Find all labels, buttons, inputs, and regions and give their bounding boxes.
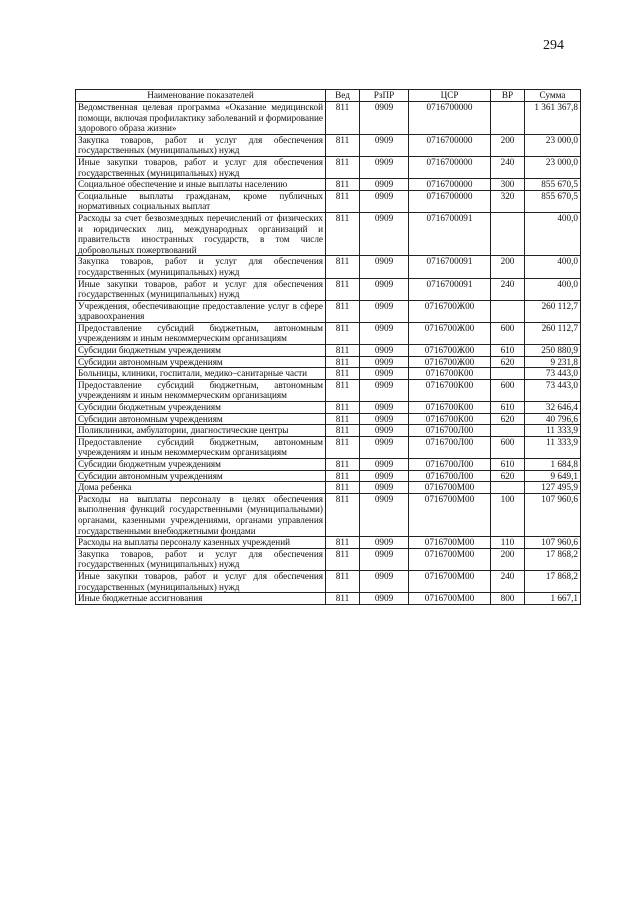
table-row (76, 102, 581, 135)
cell-vr: 200 (491, 256, 525, 278)
cell-csr: 0716700М00 (409, 482, 491, 494)
cell-sum: 250 880,9 (525, 345, 581, 357)
cell-csr: 0716700М00 (409, 548, 491, 570)
cell-ved: 811 (326, 570, 360, 592)
cell-csr: 0716700091 (409, 212, 491, 255)
cell-vr: 610 (491, 345, 525, 357)
table-row (76, 570, 581, 592)
table-row (76, 190, 581, 212)
cell-ved: 811 (326, 537, 360, 549)
table-row (76, 493, 581, 536)
cell-name: Субсидии автономным учреждениям (76, 356, 326, 368)
cell-csr: 0716700Л00 (409, 459, 491, 471)
header-rzpr: РзПР (360, 90, 409, 102)
cell-sum: 1 667,1 (525, 593, 581, 605)
cell-csr: 0716700М00 (409, 593, 491, 605)
cell-vr (491, 425, 525, 437)
cell-ved: 811 (326, 256, 360, 278)
cell-rzpr: 0909 (360, 134, 409, 156)
table-row (76, 425, 581, 437)
cell-csr: 0716700М00 (409, 537, 491, 549)
cell-rzpr: 0909 (360, 322, 409, 344)
cell-vr: 200 (491, 134, 525, 156)
cell-name: Расходы на выплаты персоналу казенных учреждений (76, 537, 326, 549)
cell-csr: 0716700000 (409, 102, 491, 135)
cell-csr: 0716700К00 (409, 402, 491, 414)
cell-ved: 811 (326, 459, 360, 471)
cell-rzpr: 0909 (360, 278, 409, 300)
cell-name: Предоставление субсидий бюджетным, автономным учреждениям и иным некоммерческим организациям (76, 322, 326, 344)
cell-vr: 240 (491, 570, 525, 592)
cell-name: Расходы за счет безвозмездных перечислений от физических и юридических лиц, международных организаций и правительств иностранных государств, в том числе добровольных пожертвований (76, 212, 326, 255)
cell-rzpr: 0909 (360, 300, 409, 322)
cell-sum: 107 960,6 (525, 493, 581, 536)
cell-rzpr: 0909 (360, 102, 409, 135)
cell-name: Социальные выплаты гражданам, кроме публичных нормативных социальных выплат (76, 190, 326, 212)
cell-sum: 40 796,6 (525, 413, 581, 425)
cell-sum: 855 670,5 (525, 179, 581, 191)
cell-vr: 110 (491, 537, 525, 549)
cell-ved: 811 (326, 102, 360, 135)
cell-csr: 0716700Ж00 (409, 356, 491, 368)
table-row (76, 300, 581, 322)
cell-ved: 811 (326, 425, 360, 437)
cell-name: Субсидии бюджетным учреждениям (76, 459, 326, 471)
cell-name: Субсидии автономным учреждениям (76, 470, 326, 482)
cell-ved: 811 (326, 179, 360, 191)
cell-sum: 1 361 367,8 (525, 102, 581, 135)
cell-rzpr: 0909 (360, 482, 409, 494)
cell-ved: 811 (326, 345, 360, 357)
cell-ved: 811 (326, 379, 360, 401)
cell-csr: 0716700000 (409, 134, 491, 156)
cell-sum: 107 960,6 (525, 537, 581, 549)
cell-name: Поликлиники, амбулатории, диагностические центры (76, 425, 326, 437)
table-row (76, 356, 581, 368)
cell-ved: 811 (326, 548, 360, 570)
cell-rzpr: 0909 (360, 537, 409, 549)
cell-sum: 11 333,9 (525, 436, 581, 458)
cell-rzpr: 0909 (360, 459, 409, 471)
cell-name: Дома ребенка (76, 482, 326, 494)
cell-vr (491, 212, 525, 255)
table-row (76, 345, 581, 357)
cell-vr (491, 482, 525, 494)
cell-ved: 811 (326, 356, 360, 368)
header-vr: ВР (491, 90, 525, 102)
cell-name: Предоставление субсидий бюджетным, автономным учреждениям и иным некоммерческим организациям (76, 379, 326, 401)
header-ved: Вед (326, 90, 360, 102)
cell-ved: 811 (326, 493, 360, 536)
cell-sum: 127 495,9 (525, 482, 581, 494)
cell-sum: 9 649,1 (525, 470, 581, 482)
table-row (76, 482, 581, 494)
cell-sum: 260 112,7 (525, 300, 581, 322)
table-row (76, 156, 581, 178)
cell-vr: 200 (491, 548, 525, 570)
cell-name: Расходы на выплаты персоналу в целях обеспечения выполнения функций государственными (муниципальными) органами, казенными учреждениями, органами управления государственными внебюджетными фондами (76, 493, 326, 536)
cell-ved: 811 (326, 436, 360, 458)
cell-csr: 0716700М00 (409, 493, 491, 536)
table-row (76, 470, 581, 482)
cell-csr: 0716700К00 (409, 368, 491, 380)
cell-rzpr: 0909 (360, 190, 409, 212)
cell-vr: 600 (491, 379, 525, 401)
cell-ved: 811 (326, 212, 360, 255)
cell-rzpr: 0909 (360, 470, 409, 482)
cell-vr: 620 (491, 413, 525, 425)
table-body (76, 102, 581, 605)
table-row (76, 548, 581, 570)
cell-vr: 240 (491, 156, 525, 178)
cell-sum: 260 112,7 (525, 322, 581, 344)
cell-name: Субсидии бюджетным учреждениям (76, 402, 326, 414)
cell-rzpr: 0909 (360, 256, 409, 278)
cell-rzpr: 0909 (360, 368, 409, 380)
cell-name: Иные закупки товаров, работ и услуг для обеспечения государственных (муниципальных) нужд (76, 278, 326, 300)
cell-vr: 300 (491, 179, 525, 191)
cell-rzpr: 0909 (360, 425, 409, 437)
cell-rzpr: 0909 (360, 179, 409, 191)
table-row (76, 402, 581, 414)
cell-csr: 0716700Л00 (409, 436, 491, 458)
table-row (76, 256, 581, 278)
cell-vr: 610 (491, 459, 525, 471)
cell-ved: 811 (326, 278, 360, 300)
cell-csr: 0716700Л00 (409, 425, 491, 437)
table-row (76, 278, 581, 300)
budget-table (75, 89, 581, 605)
cell-name: Больницы, клиники, госпитали, медико–санитарные части (76, 368, 326, 380)
cell-ved: 811 (326, 300, 360, 322)
cell-csr: 0716700К00 (409, 379, 491, 401)
cell-vr: 600 (491, 436, 525, 458)
cell-ved: 811 (326, 368, 360, 380)
cell-vr: 800 (491, 593, 525, 605)
table-row (76, 134, 581, 156)
cell-vr: 600 (491, 322, 525, 344)
cell-sum: 73 443,0 (525, 368, 581, 380)
cell-csr: 0716700Л00 (409, 470, 491, 482)
cell-rzpr: 0909 (360, 436, 409, 458)
cell-vr (491, 300, 525, 322)
cell-ved: 811 (326, 413, 360, 425)
table-header-row (76, 90, 581, 102)
cell-rzpr: 0909 (360, 548, 409, 570)
cell-csr: 0716700М00 (409, 570, 491, 592)
cell-sum: 400,0 (525, 256, 581, 278)
table-row (76, 537, 581, 549)
table-row (76, 436, 581, 458)
cell-vr: 620 (491, 470, 525, 482)
table-row (76, 413, 581, 425)
cell-ved: 811 (326, 402, 360, 414)
cell-vr: 320 (491, 190, 525, 212)
cell-name: Иные закупки товаров, работ и услуг для обеспечения государственных (муниципальных) нужд (76, 570, 326, 592)
cell-sum: 17 868,2 (525, 570, 581, 592)
cell-rzpr: 0909 (360, 493, 409, 536)
cell-vr: 240 (491, 278, 525, 300)
cell-rzpr: 0909 (360, 593, 409, 605)
cell-vr: 610 (491, 402, 525, 414)
cell-csr: 0716700000 (409, 190, 491, 212)
cell-csr: 0716700000 (409, 156, 491, 178)
cell-rzpr: 0909 (360, 413, 409, 425)
cell-sum: 1 684,8 (525, 459, 581, 471)
cell-rzpr: 0909 (360, 345, 409, 357)
cell-csr: 0716700000 (409, 179, 491, 191)
cell-sum: 23 000,0 (525, 134, 581, 156)
table-row (76, 593, 581, 605)
cell-csr: 0716700091 (409, 256, 491, 278)
cell-name: Иные бюджетные ассигнования (76, 593, 326, 605)
cell-ved: 811 (326, 470, 360, 482)
cell-sum: 855 670,5 (525, 190, 581, 212)
cell-name: Субсидии бюджетным учреждениям (76, 345, 326, 357)
cell-ved: 811 (326, 482, 360, 494)
cell-vr (491, 102, 525, 135)
cell-vr: 100 (491, 493, 525, 536)
cell-sum: 400,0 (525, 212, 581, 255)
table-row (76, 459, 581, 471)
cell-ved: 811 (326, 190, 360, 212)
cell-name: Субсидии автономным учреждениям (76, 413, 326, 425)
cell-csr: 0716700Ж00 (409, 300, 491, 322)
cell-vr: 620 (491, 356, 525, 368)
cell-sum: 17 868,2 (525, 548, 581, 570)
cell-name: Учреждения, обеспечивающие предоставление услуг в сфере здравоохранения (76, 300, 326, 322)
cell-sum: 400,0 (525, 278, 581, 300)
cell-rzpr: 0909 (360, 212, 409, 255)
cell-csr: 0716700Ж00 (409, 322, 491, 344)
cell-ved: 811 (326, 156, 360, 178)
cell-ved: 811 (326, 322, 360, 344)
cell-name: Предоставление субсидий бюджетным, автономным учреждениям и иным некоммерческим организациям (76, 436, 326, 458)
table-row (76, 322, 581, 344)
table-row (76, 379, 581, 401)
cell-rzpr: 0909 (360, 570, 409, 592)
cell-sum: 32 646,4 (525, 402, 581, 414)
header-sum: Сумма (525, 90, 581, 102)
cell-name: Ведомственная целевая программа «Оказание медицинской помощи, включая профилактику заболеваний и формирование здорового образа жизни» (76, 102, 326, 135)
cell-rzpr: 0909 (360, 402, 409, 414)
cell-rzpr: 0909 (360, 156, 409, 178)
cell-sum: 9 231,8 (525, 356, 581, 368)
cell-csr: 0716700К00 (409, 413, 491, 425)
cell-sum: 73 443,0 (525, 379, 581, 401)
header-csr: ЦСР (409, 90, 491, 102)
table-row (76, 179, 581, 191)
header-name: Наименование показателей (76, 90, 326, 102)
table-row (76, 368, 581, 380)
cell-ved: 811 (326, 593, 360, 605)
cell-name: Закупка товаров, работ и услуг для обеспечения государственных (муниципальных) нужд (76, 548, 326, 570)
cell-name: Закупка товаров, работ и услуг для обеспечения государственных (муниципальных) нужд (76, 256, 326, 278)
cell-sum: 23 000,0 (525, 156, 581, 178)
cell-csr: 0716700Ж00 (409, 345, 491, 357)
cell-sum: 11 333,9 (525, 425, 581, 437)
cell-name: Закупка товаров, работ и услуг для обеспечения государственных (муниципальных) нужд (76, 134, 326, 156)
cell-csr: 0716700091 (409, 278, 491, 300)
cell-vr (491, 368, 525, 380)
cell-name: Иные закупки товаров, работ и услуг для обеспечения государственных (муниципальных) нужд (76, 156, 326, 178)
cell-ved: 811 (326, 134, 360, 156)
page-number: 294 (543, 38, 564, 53)
table-row (76, 212, 581, 255)
cell-rzpr: 0909 (360, 356, 409, 368)
cell-name: Социальное обеспечение и иные выплаты населению (76, 179, 326, 191)
cell-rzpr: 0909 (360, 379, 409, 401)
